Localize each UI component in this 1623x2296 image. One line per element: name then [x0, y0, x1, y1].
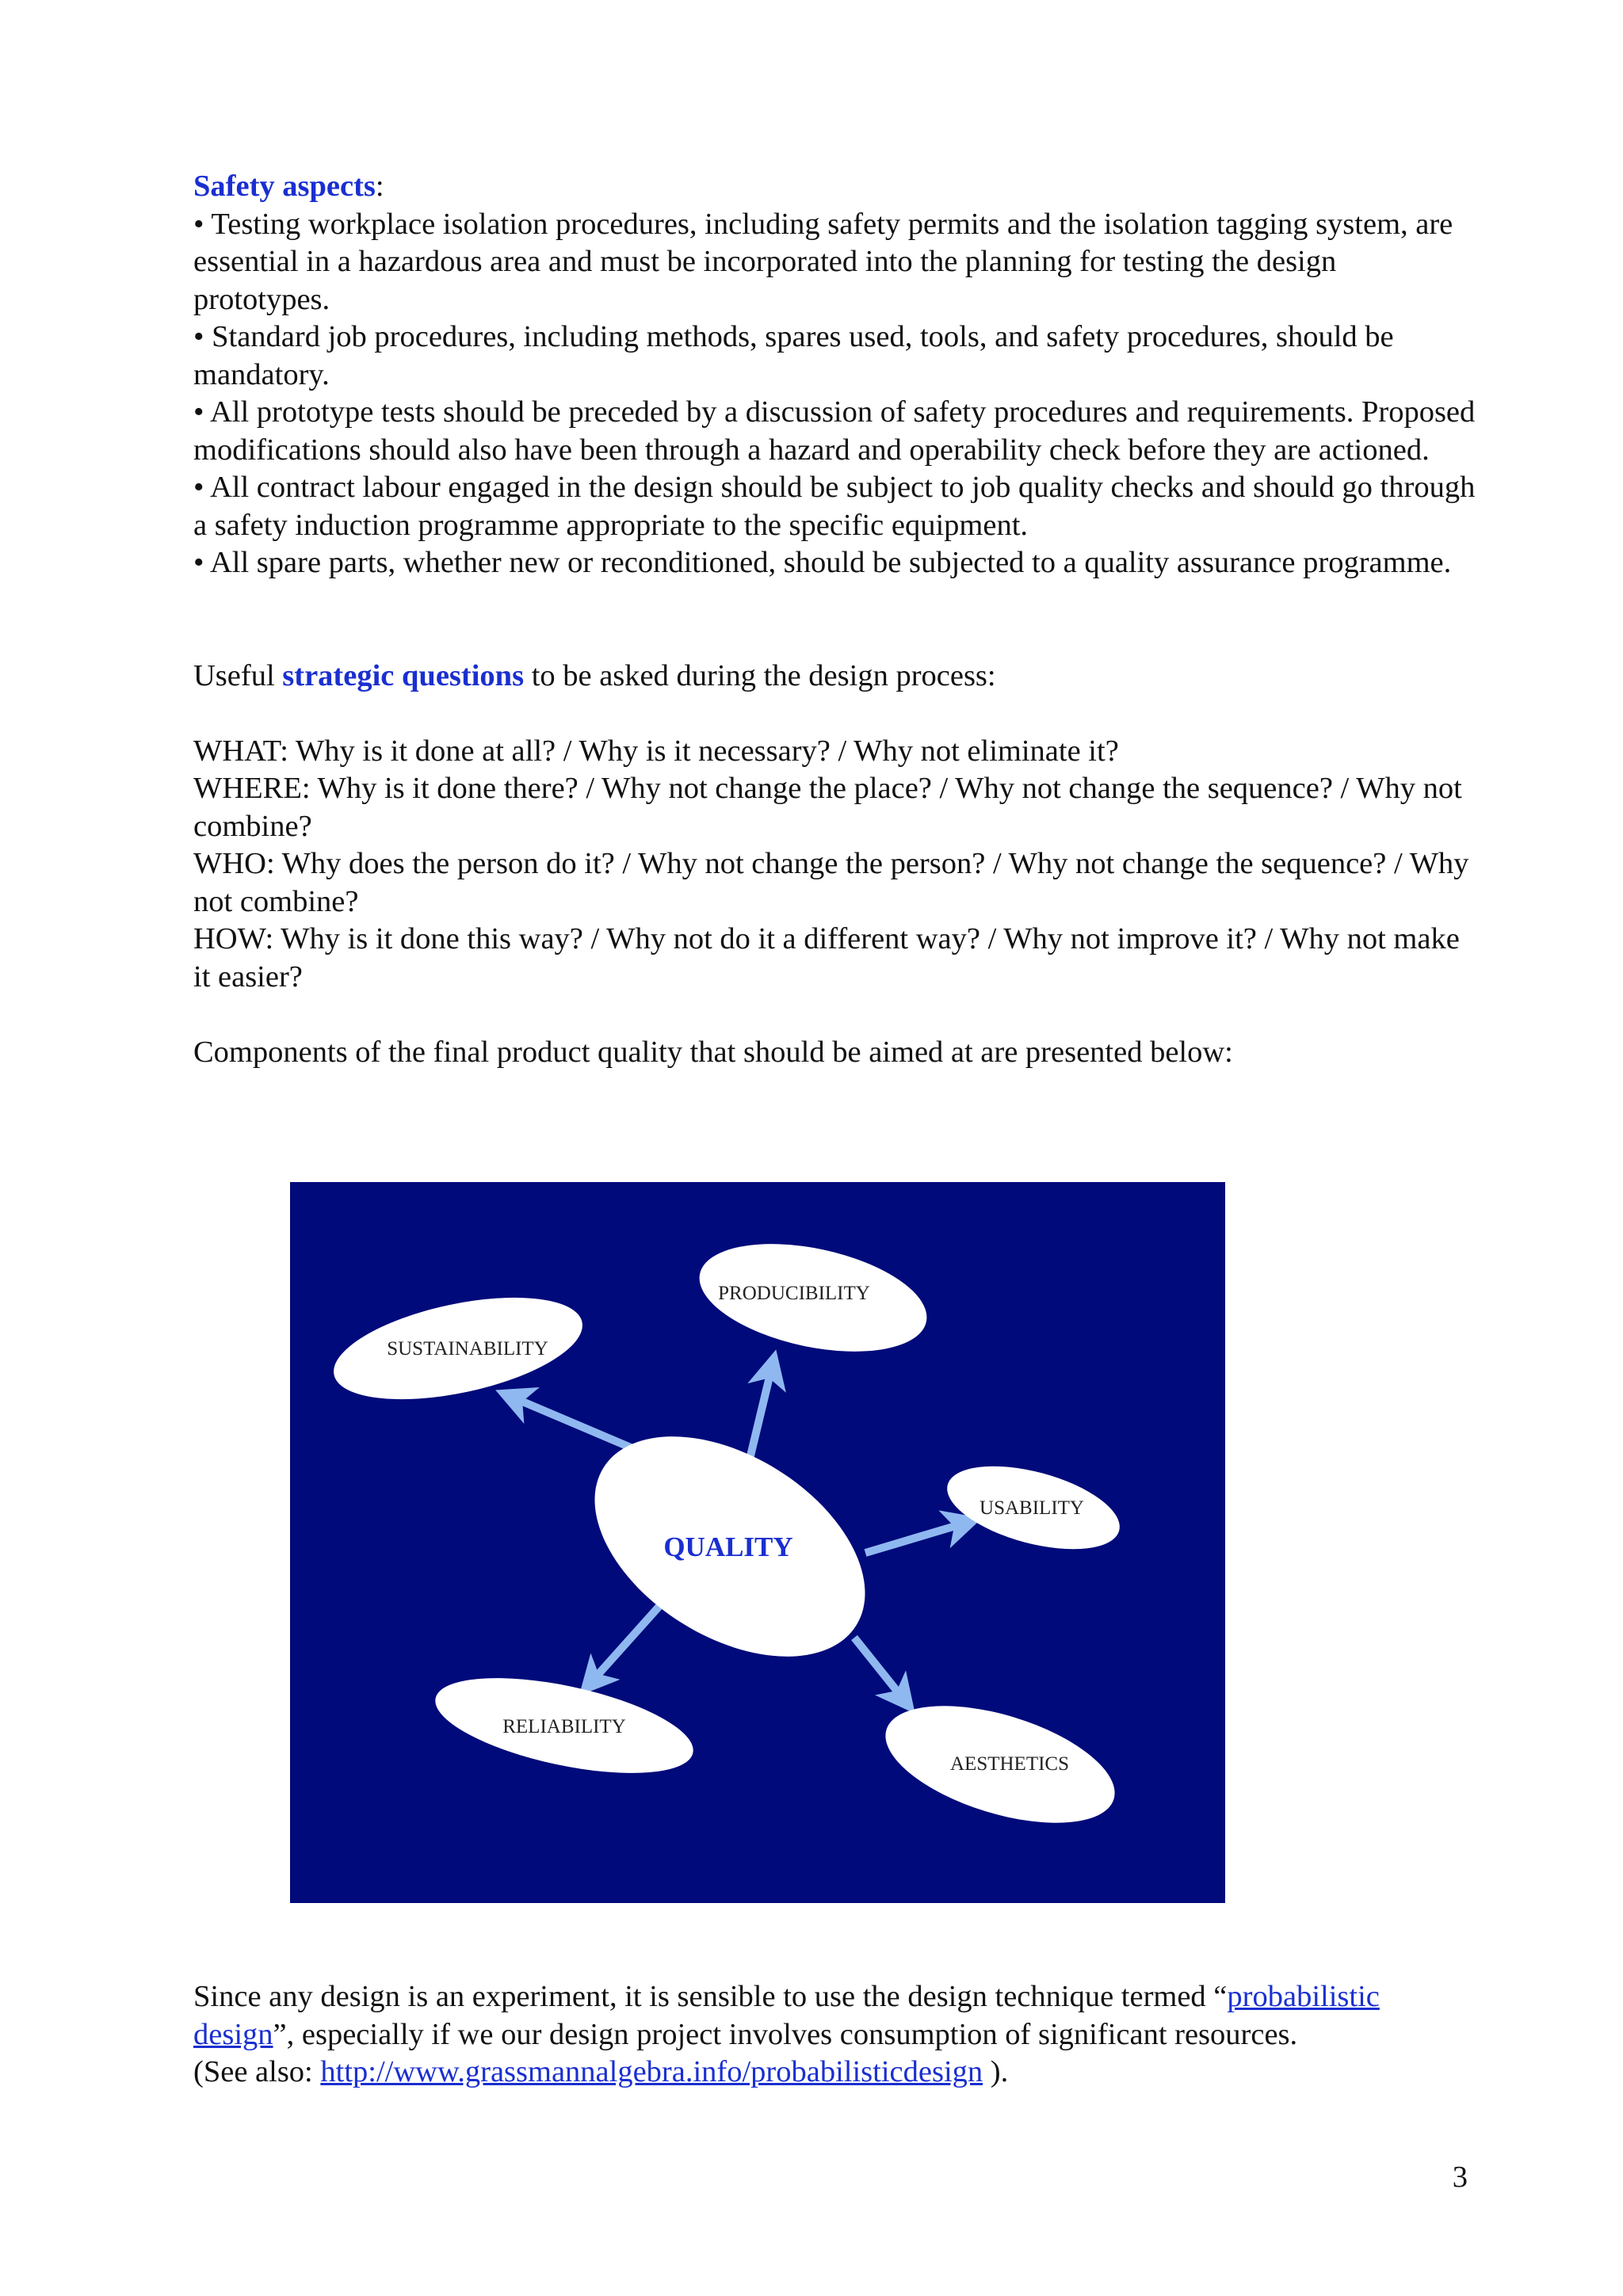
safety-bullet-5: • All spare parts, whether new or reconditioned, should be subjected to a quality assurance programme. — [193, 546, 1452, 579]
probabilistic-design-link[interactable]: probabilistic design — [193, 1980, 1380, 2051]
probabilistic-paragraph: Since any design is an experiment, it is sensible to use the design technique termed “probabilistic design”, especially if we our design project involves consumption of significant resources. — [193, 1980, 1380, 2051]
quality-diagram — [290, 1182, 1225, 1903]
quality-label: QUALITY — [663, 1531, 793, 1562]
safety-bullet-4: • All contract labour engaged in the design should be subject to job quality checks and should go through a safety induction programme appropriate to the specific equipment. — [193, 471, 1476, 542]
components-intro: Components of the final product quality that should be aimed at are presented below: — [193, 1035, 1233, 1069]
question-what: WHAT: Why is it done at all? / Why is it necessary? / Why not eliminate it? — [193, 734, 1119, 768]
page-number: 3 — [1452, 2161, 1468, 2194]
question-how: HOW: Why is it done this way? / Why not do it a different way? / Why not improve it? / Why not make it easier? — [193, 922, 1460, 994]
producibility-label: PRODUCIBILITY — [718, 1283, 870, 1304]
see-also-line: (See also: http://www.grassmannalgebra.info/probabilisticdesign ). — [193, 2055, 1009, 2088]
strategic-highlight: strategic questions — [282, 658, 525, 692]
quality-diagram-svg — [290, 1182, 1225, 1903]
safety-heading-line: Safety aspects: — [193, 170, 384, 203]
probabilistic-section — [193, 1978, 1477, 2092]
strategic-intro: Useful strategic questions to be asked during the design process: — [193, 658, 996, 692]
aesthetics-label: AESTHETICS — [950, 1753, 1069, 1775]
spacer — [193, 582, 1477, 658]
usability-label: USABILITY — [980, 1497, 1084, 1519]
question-who: WHO: Why does the person do it? / Why not change the person? / Why not change the sequence? / Why not combine? — [193, 847, 1469, 918]
grassmann-url-link[interactable]: http://www.grassmannalgebra.info/probabilisticdesign — [320, 2055, 983, 2088]
document-body — [193, 168, 1477, 1071]
safety-bullet-3: • All prototype tests should be preceded by a discussion of safety procedures and requirements. Proposed modifications should also have been through a hazard and operability check before they are actioned. — [193, 395, 1476, 467]
safety-heading: Safety aspects — [193, 170, 376, 203]
question-where: WHERE: Why is it done there? / Why not change the place? / Why not change the sequence? / Why not combine? — [193, 772, 1462, 843]
safety-bullet-1: • Testing workplace isolation procedures, including safety permits and the isolation tagging system, are essential in a hazardous area and must be incorporated into the planning for testing the design prototypes. — [193, 207, 1453, 316]
spacer — [193, 996, 1477, 1034]
spacer — [193, 695, 1477, 733]
safety-bullet-2: • Standard job procedures, including methods, spares used, tools, and safety procedures, should be mandatory. — [193, 320, 1394, 391]
reliability-label: RELIABILITY — [502, 1716, 626, 1737]
sustainability-label: SUSTAINABILITY — [387, 1338, 548, 1360]
